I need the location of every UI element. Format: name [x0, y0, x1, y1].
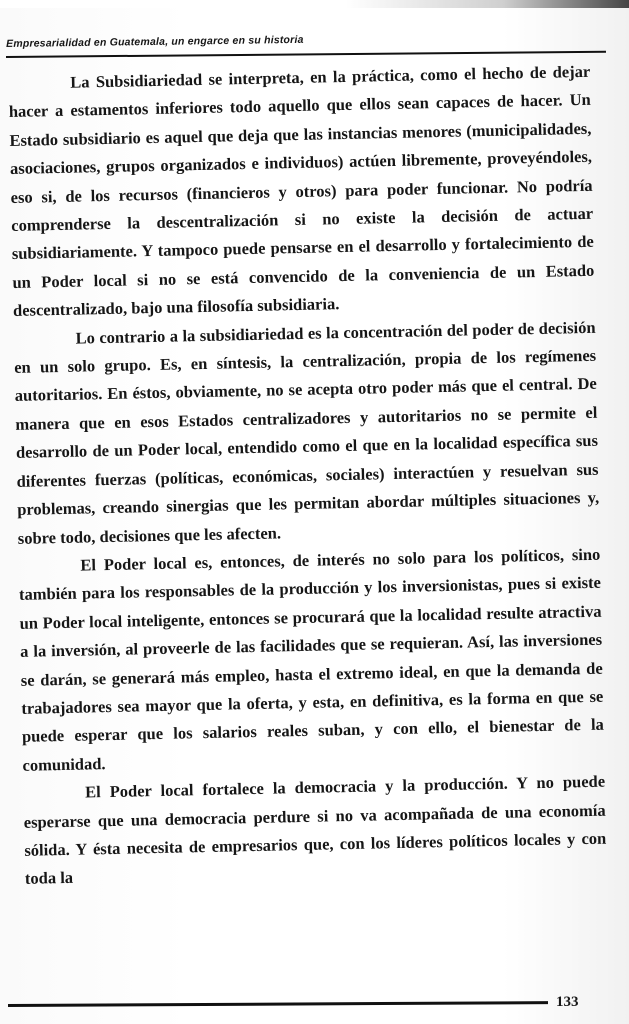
scan-edge-shadow: [0, 0, 629, 8]
body-text: [8, 58, 607, 894]
header-rule: [6, 51, 606, 58]
footer-rule: [8, 1001, 548, 1007]
paragraph-2: Lo contrario a la subsidiariedad es la concentración del poder de decisión en un solo grupo. Es, en síntesis, la centralización, propia de los regímenes autoritarios. En éstos, obviamente, no se acepta otro poder más que el central. De manera que en esos Estados centralizadores y autoritarios no se permite el desarrollo de un Poder local, entendido como el que en la localidad específica sus diferentes fuerzas (políticas, económicas, sociales) interactúen y resuelvan sus problemas, creando sinergias que les permitan abordar múltiples situaciones y, sobre todo, decisiones que les afecten.: [14, 317, 600, 548]
paragraph-3: El Poder local es, entonces, de interés no solo para los políticos, sino también para los responsables de la producción y los inversionistas, pues si existe un Poder local inteligente, entonces se procurará que la localidad resulte atractiva a la inversión, al proveerle de las facilidades que se requieran. Así, las inversiones se darán, se generará más empleo, hasta el extremo ideal, en que la demanda de trabajadores sea mayor que la oferta, y esta, en definitiva, es la forma en que se puede esperar que los salarios reales suban, y con ello, el bienestar de la comunidad.: [18, 544, 605, 775]
paragraph-4: El Poder local fortalece la democracia y la producción. Y no puede esperarse que una democracia perdure si no va acompañada de una economía sólida. Y ésta necesita de empresarios que, con los líderes políticos locales y con toda la: [23, 771, 607, 889]
running-head: Empresarialidad en Guatemala, un engarce en su historia: [6, 33, 304, 50]
page-number: 133: [556, 994, 579, 1010]
paragraph-1: La Subsidiariedad se interpreta, en la práctica, como el hecho de dejar hacer a estamentos inferiores todo aquello que ellos sean capaces de hacer. Un Estado subsidiario es aquel que deja que las instancias menores (municipalidades, asociaciones, grupos organizados e individuos) actúen libremente, proveyéndoles, eso si, de los recursos (financieros y otros) para poder funcionar. No podría comprenderse la descentralización si no existe la decisión de actuar subsidiariamente. Y tampoco puede pensarse en el desarrollo y fortalecimiento de un Poder local si no se está convencido de la conveniencia de un Estado descentralizado, bajo una filosofía subsidiaria.: [8, 61, 595, 321]
